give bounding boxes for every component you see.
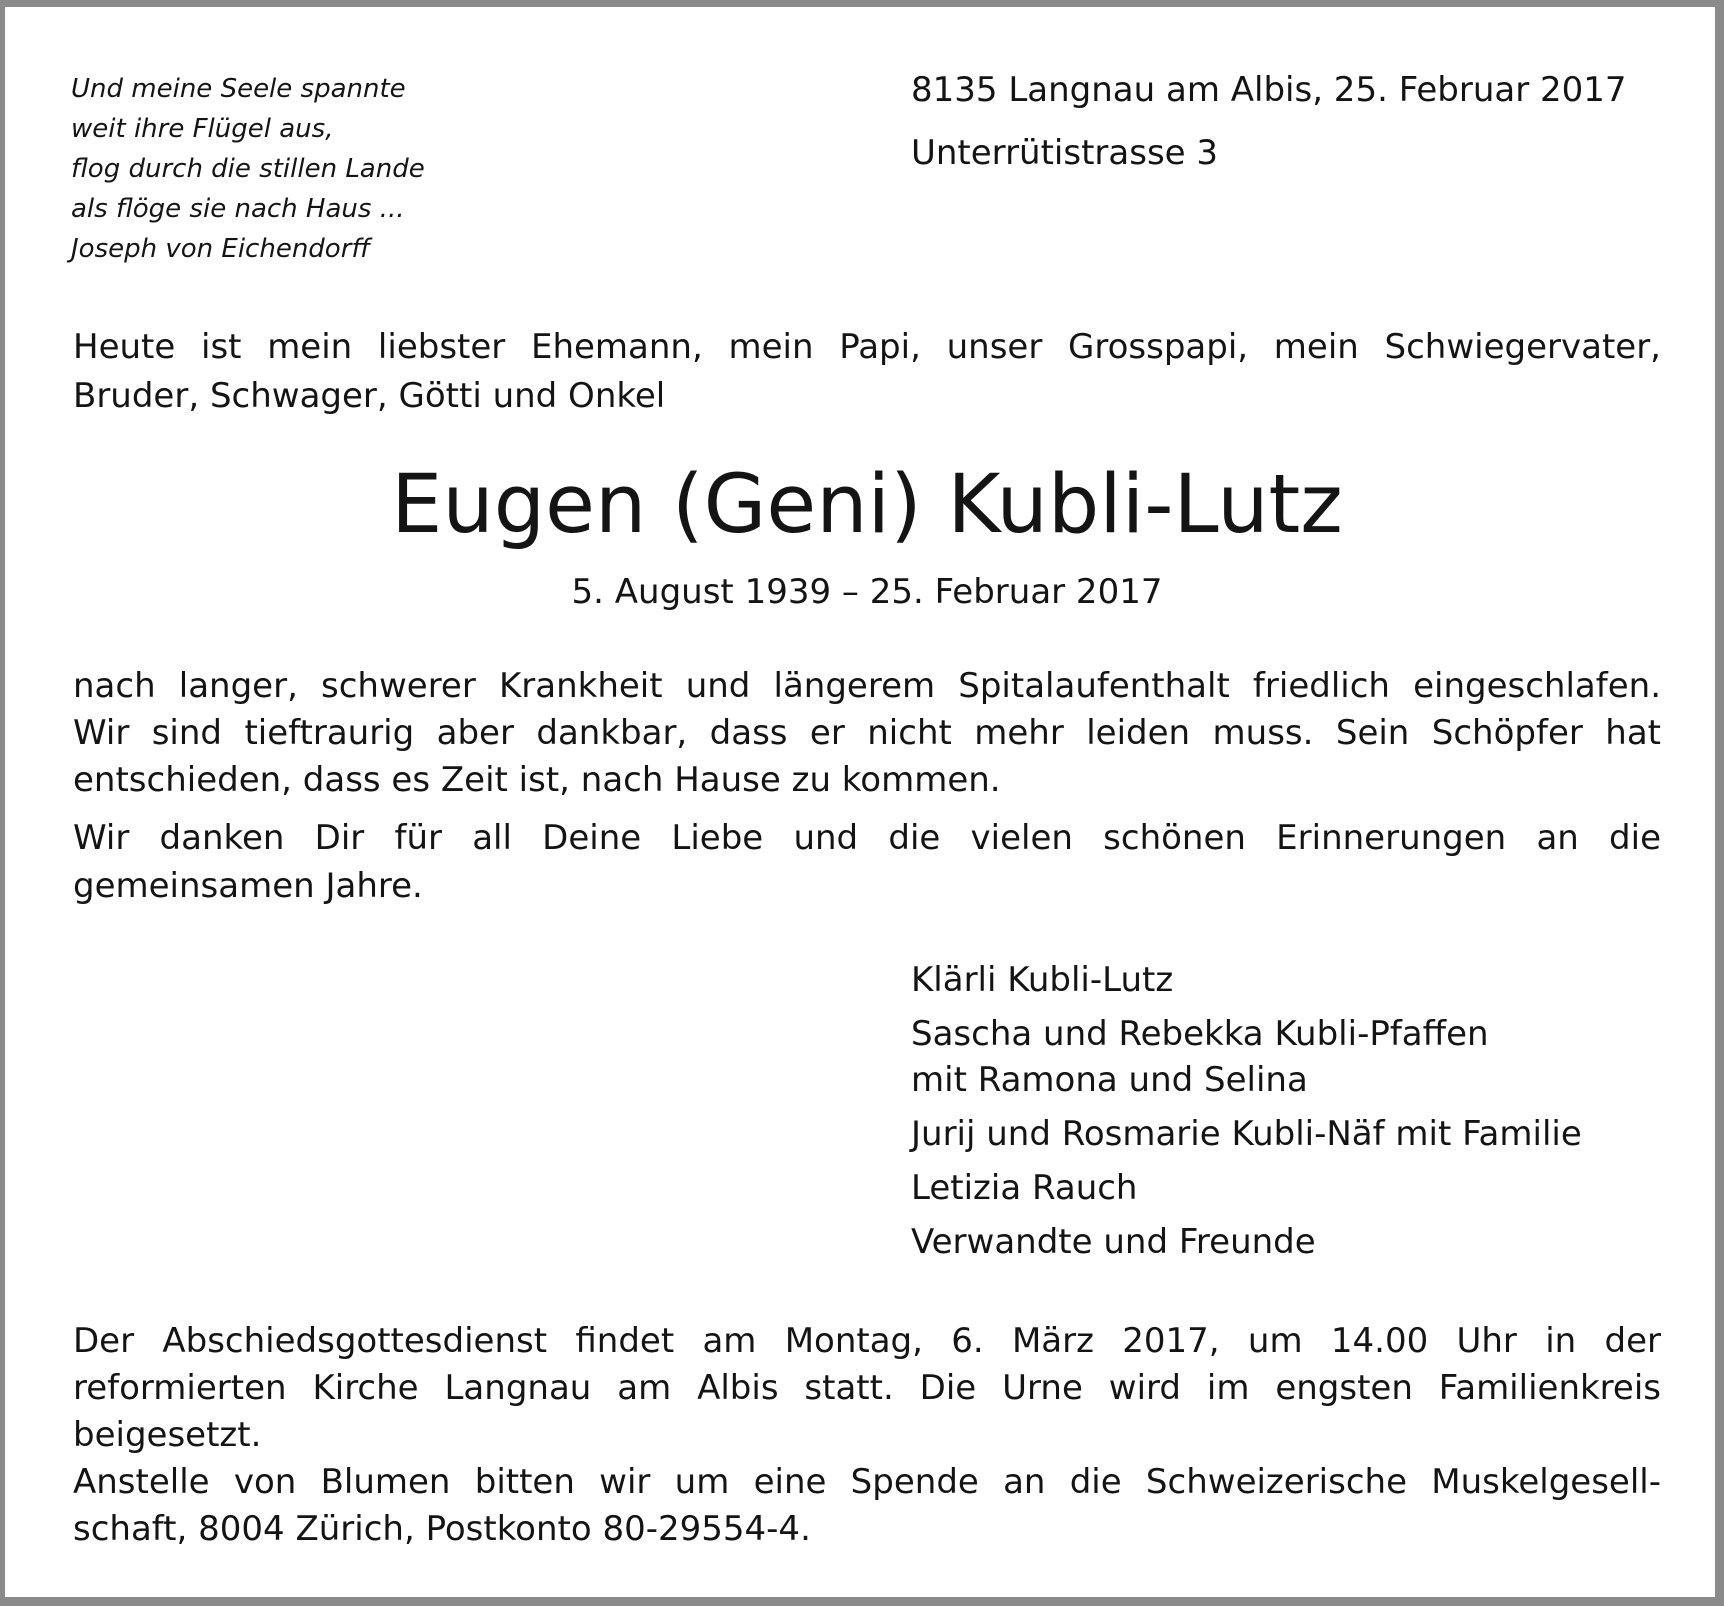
mourner-name: Letizia Rauch [911, 1168, 1138, 1208]
poem-line: flog durch die stillen Lande [71, 154, 425, 184]
intro-text-line: Bruder, Schwager, Götti und Onkel [73, 376, 666, 416]
message-line: nach langer, schwerer Krankheit und längerem Spitalaufenthalt friedlich eingeschlafen. [73, 666, 1661, 706]
service-info-line: Der Abschiedsgottesdienst findet am Montag, 6. März 2017, um 14.00 Uhr in der [73, 1321, 1661, 1361]
thanks-line: gemeinsamen Jahre. [73, 866, 423, 906]
place-date: 8135 Langnau am Albis, 25. Februar 2017 [911, 70, 1627, 110]
donation-info-line: Anstelle von Blumen bitten wir um eine Spende an die Schweizerische Muskelgesell- [73, 1462, 1661, 1502]
poem-line: als flöge sie nach Haus ... [71, 194, 405, 224]
deceased-name: Eugen (Geni) Kubli-Lutz [391, 458, 1343, 552]
service-info-line: reformierten Kirche Langnau am Albis statt. Die Urne wird im engsten Familienkreis [73, 1368, 1661, 1408]
poem-quote [71, 69, 591, 269]
lifespan-dates: 5. August 1939 – 25. Februar 2017 [571, 572, 1163, 612]
message-line: Wir sind tieftraurig aber dankbar, dass er nicht mehr leiden muss. Sein Schöpfer hat [73, 713, 1661, 753]
place-and-date-block [911, 67, 1627, 176]
mourner-name: mit Ramona und Selina [911, 1060, 1308, 1100]
service-info-line: beigesetzt. [73, 1415, 262, 1455]
message-line: entschieden, dass es Zeit ist, nach Hause zu kommen. [73, 760, 1001, 800]
mourner-name: Klärli Kubli-Lutz [911, 960, 1174, 1000]
poem-line: Und meine Seele spannte [71, 74, 406, 104]
mourner-name: Sascha und Rebekka Kubli-Pfaffen [911, 1014, 1489, 1054]
street-address: Unterrütistrasse 3 [911, 133, 1219, 173]
poem-line: weit ihre Flügel aus, [71, 114, 334, 144]
mourners-list [911, 957, 1582, 1265]
donation-info-line: schaft, 8004 Zürich, Postkonto 80-29554-4. [73, 1509, 811, 1549]
mourner-name: Verwandte und Freunde [911, 1222, 1316, 1262]
intro-text-line: Heute ist mein liebster Ehemann, mein Papi, unser Grosspapi, mein Schwiegervater, [73, 327, 1661, 367]
poem-author: Joseph von Eichendorff [71, 234, 371, 264]
thanks-line: Wir danken Dir für all Deine Liebe und die vielen schönen Erinnerungen an die [73, 818, 1661, 858]
mourner-name: Jurij und Rosmarie Kubli-Näf mit Familie [911, 1114, 1582, 1154]
